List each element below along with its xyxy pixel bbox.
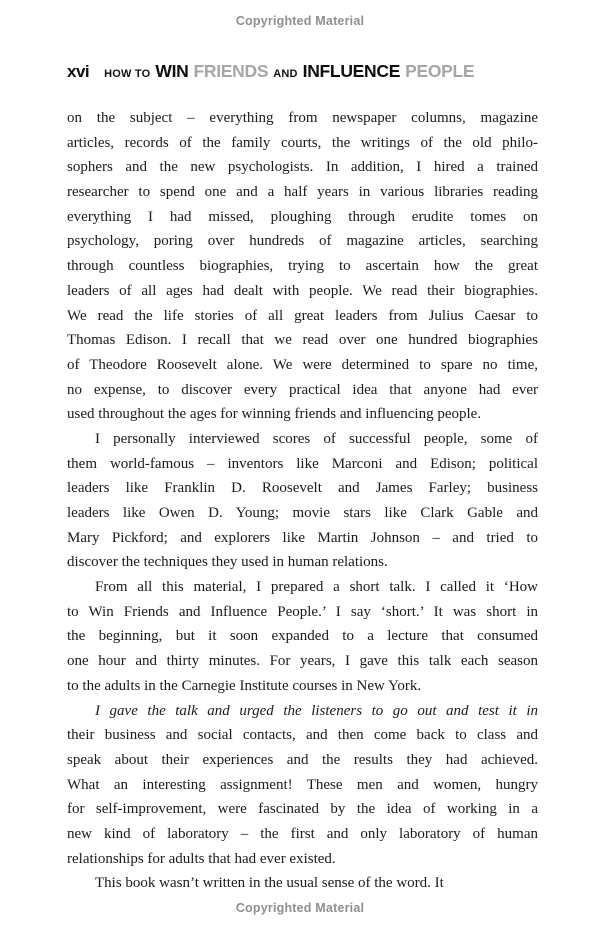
- text-line: Thomas Edison. I recall that we read over one hundred biographies: [67, 332, 538, 349]
- text-line: Mary Pickford; and explorers like Martin Johnson – and tried to: [67, 529, 538, 546]
- text-line: I personally interviewed scores of successful people, some of: [95, 430, 538, 447]
- text-line: I gave the talk and urged the listeners to go out and test it in: [95, 702, 538, 719]
- text-line: leaders like Owen D. Young; movie stars like Clark Gable and: [67, 505, 538, 521]
- text-line: researcher to spend one and a half years in various libraries reading: [67, 184, 538, 201]
- title-segment: AND: [273, 68, 298, 80]
- text-line: through countless biographies, trying to ascertain how the great: [67, 258, 538, 275]
- paragraph: [67, 106, 538, 427]
- text-line: one hour and thirty minutes. For years, I gave this talk each season: [67, 653, 538, 670]
- text-line: What an interesting assignment! These men and women, hungry: [67, 776, 538, 793]
- text-line: their business and social contacts, and then come back to class and: [67, 727, 538, 744]
- text-line: This book wasn’t written in the usual sense of the word. It: [95, 875, 444, 892]
- copyright-notice-bottom: Copyrighted Material: [235, 901, 365, 915]
- text-line: speak about their experiences and the results they had achieved.: [67, 751, 538, 768]
- text-line: for self-improvement, were fascinated by the idea of working in a: [67, 801, 538, 818]
- text-line: sophers and the new psychologists. In addition, I hired a trained: [67, 159, 538, 176]
- text-line: used throughout the ages for winning friends and influencing people.: [67, 406, 482, 423]
- copyright-notice-top: Copyrighted Material: [235, 14, 365, 28]
- text-line: articles, records of the family courts, the writings of the old philo-: [67, 134, 538, 151]
- title-segment: PEOPLE: [405, 61, 475, 81]
- text-line: new kind of laboratory – the first and only laboratory of human: [67, 825, 538, 842]
- title-segment: INFLUENCE: [302, 61, 401, 81]
- text-line: discover the techniques they used in human relations.: [67, 554, 388, 571]
- title-segment: WIN: [155, 61, 189, 81]
- paragraph: [67, 699, 538, 872]
- text-line: psychology, poring over hundreds of magazine articles, searching: [67, 233, 538, 250]
- text-line: From all this material, I prepared a short talk. I called it ‘How: [95, 579, 538, 596]
- text-line: leaders like Franklin D. Roosevelt and James Farley; business: [67, 480, 538, 497]
- paragraph: [67, 427, 538, 575]
- text-line: We read the life stories of all great leaders from Julius Caesar to: [67, 307, 538, 324]
- book-title: [99, 61, 474, 82]
- text-line: everything I had missed, ploughing through erudite tomes on: [67, 208, 538, 225]
- text-line: to Win Friends and Influence People.’ I say ‘short.’ It was short in: [67, 603, 538, 620]
- text-line: them world-famous – inventors like Marconi and Edison; political: [67, 455, 538, 472]
- text-line: on the subject – everything from newspaper columns, magazine: [67, 110, 538, 126]
- title-segment: FRIENDS: [193, 61, 269, 81]
- paragraph: [67, 575, 538, 698]
- text-line: to the adults in the Carnegie Institute courses in New York.: [67, 677, 422, 694]
- title-segment: HOW TO: [104, 68, 151, 80]
- paragraph: [67, 871, 538, 896]
- text-line: of Theodore Roosevelt alone. We were determined to spare no time,: [67, 356, 538, 373]
- text-line: no expense, to discover every practical idea that anyone had ever: [67, 381, 538, 398]
- body-text: [67, 106, 538, 896]
- running-header: [67, 61, 474, 82]
- text-line: relationships for adults that had ever existed.: [67, 850, 336, 867]
- text-line: the beginning, but it soon expanded to a lecture that consumed: [67, 628, 538, 645]
- page-number: xvi: [67, 62, 90, 81]
- text-line: leaders of all ages had dealt with people. We read their biographies.: [67, 282, 538, 299]
